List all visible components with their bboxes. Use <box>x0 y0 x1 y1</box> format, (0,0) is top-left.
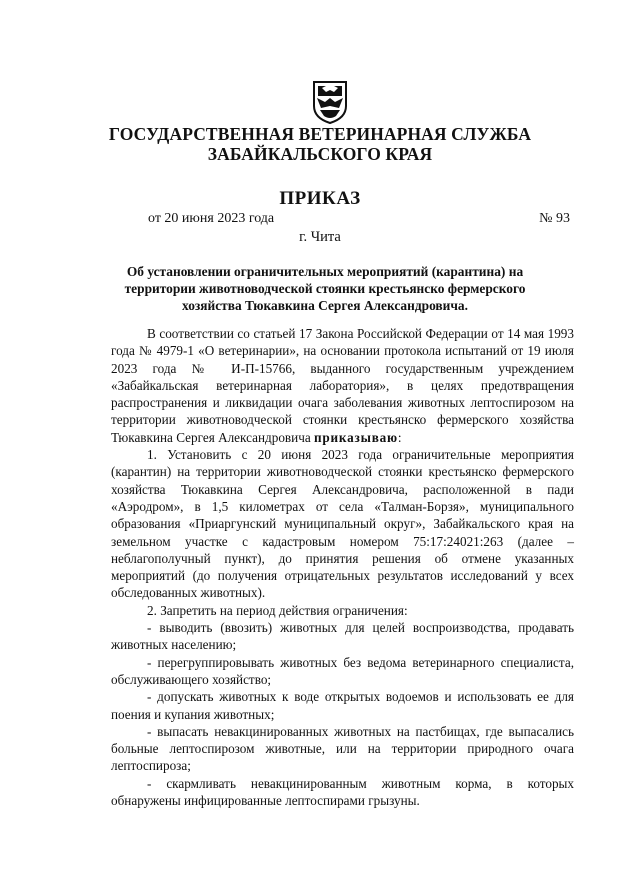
order-city: г. Чита <box>299 229 341 245</box>
organization-name-line2: ЗАБАЙКАЛЬСКОГО КРАЯ <box>207 144 433 164</box>
prohibition-bullet: - выпасать невакцинированных животных на пастбищах, где выпасались больные лептоспирозом животные, или на территории природного очага лептоспироза; <box>111 723 574 774</box>
document-title: ПРИКАЗ <box>279 188 361 209</box>
order-keyword-suffix: : <box>397 429 402 445</box>
order-subject: Об установлении ограничительных мероприятий (карантина) на территории животноводческой стоянки крестьянско фермерского хозяйства Тюкавкина Сергея Александровича. <box>124 264 526 313</box>
preamble-text: В соответствии со статьей 17 Закона Российской Федерации от 14 мая 1993 года № 4979-1 «О ветеринарии», на основании протокола испытаний от 19 июля 2023 года № И-П-15766, выданного государственным учреждением «Забайкальская ветеринарная лаборатория», в целях предотвращения распространения и ликвидации очага заболевания животных лептоспирозом на территории животноводческой стоянки крестьянско фермерского хозяйства Тюкавкина Сергея Александровича <box>111 326 574 445</box>
order-keyword: приказываю <box>314 429 398 445</box>
order-item-1: 1. Установить с 20 июня 2023 года ограничительные мероприятия (карантин) на территории животноводческой стоянки крестьянско фермерского хозяйства Тюкавкина Сергея Александровича, расположенной в пади «Аэродром», в 1,5 километрах от села «Талман-Борзя», муниципального образования «Приаргунский муниципальный округ», Забайкальского края на земельном участке с кадастровым номером 75:17:24021:263 (далее – неблагополучный пункт), до принятия решения об отмене указанных мероприятий (до получения отрицательных результатов исследований у всех обследованных животных). <box>111 447 574 601</box>
order-item-2: 2. Запретить на период действия ограничения: <box>147 602 408 618</box>
order-number: № 93 <box>539 211 570 226</box>
order-date: от 20 июня 2023 года <box>148 211 275 226</box>
prohibition-bullet: - допускать животных к воде открытых водоемов и использовать ее для поения и купания животных; <box>111 689 574 722</box>
order-body <box>111 325 574 809</box>
coat-of-arms-icon <box>312 78 348 124</box>
prohibition-bullet: - перегруппировывать животных без ведома ветеринарного специалиста, обслуживающего хозяйство; <box>111 654 574 687</box>
preamble-paragraph <box>111 325 574 446</box>
prohibition-bullet: - скармливать невакцинированным животным корма, в которых обнаружены инфицированные лептоспирами грызуны. <box>111 775 574 809</box>
prohibition-bullet: - выводить (ввозить) животных для целей воспроизводства, продавать животных населению; <box>111 620 574 653</box>
organization-name-line1: ГОСУДАРСТВЕННАЯ ВЕТЕРИНАРНАЯ СЛУЖБА <box>108 124 532 144</box>
